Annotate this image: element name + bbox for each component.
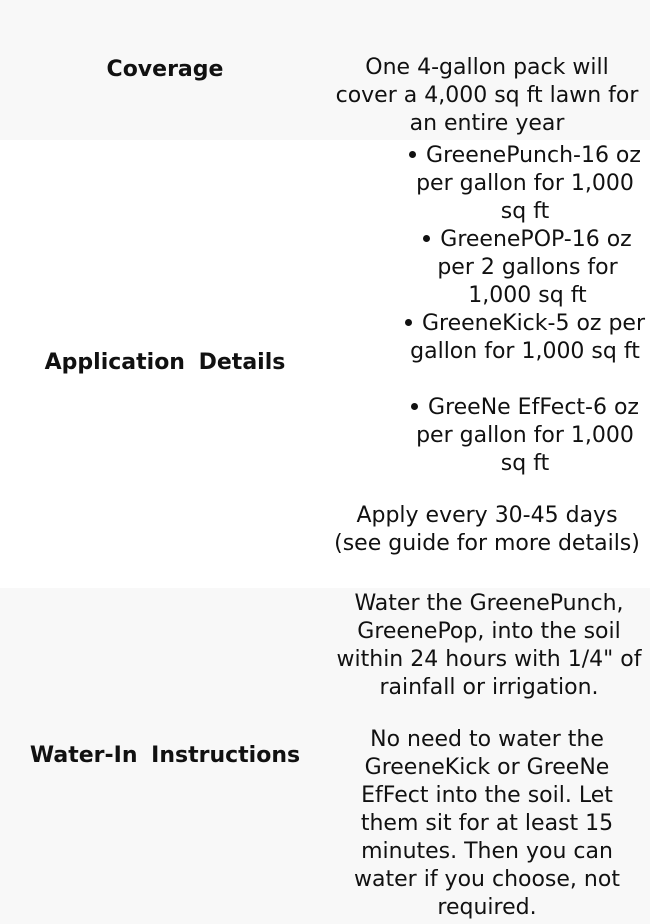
water-in-label: Water-In Instructions	[29, 743, 301, 768]
application-frequency-note: Apply every 30-45 days (see guide for more details)	[334, 503, 640, 556]
application-details-row	[0, 140, 650, 588]
list-item	[405, 394, 645, 478]
water-in-paragraph: Water the GreenePunch, GreenePop, into the soil within 24 hours with 1/4" of rainfall or irrigation.	[336, 591, 642, 700]
list-item	[405, 142, 645, 226]
list-item-text: GreeneKick-5 oz per gallon for 1,000 sq ft	[410, 311, 645, 364]
water-in-row	[0, 588, 650, 924]
bullet-icon	[411, 403, 418, 410]
application-details-label: Application Details	[44, 350, 286, 375]
list-item	[405, 226, 650, 310]
list-item	[400, 310, 650, 366]
list-item-text: GreenePunch-16 oz per gallon for 1,000 sq ft	[416, 143, 641, 224]
bullet-icon	[405, 319, 412, 326]
coverage-value: One 4-gallon pack will cover a 4,000 sq ft lawn for an entire year	[335, 55, 639, 136]
coverage-label: Coverage	[106, 57, 224, 82]
water-in-paragraph: No need to water the GreeneKick or GreeNe EfFect into the soil. Let them sit for at least 15 minutes. Then you can water if you choose, not required.	[354, 727, 620, 920]
coverage-row	[0, 0, 650, 140]
list-item-text: GreeNe EfFect-6 oz per gallon for 1,000 sq ft	[416, 395, 639, 476]
bullet-icon	[423, 235, 430, 242]
list-item-text: GreenePOP-16 oz per 2 gallons for 1,000 sq ft	[437, 227, 632, 308]
bullet-icon	[409, 151, 416, 158]
